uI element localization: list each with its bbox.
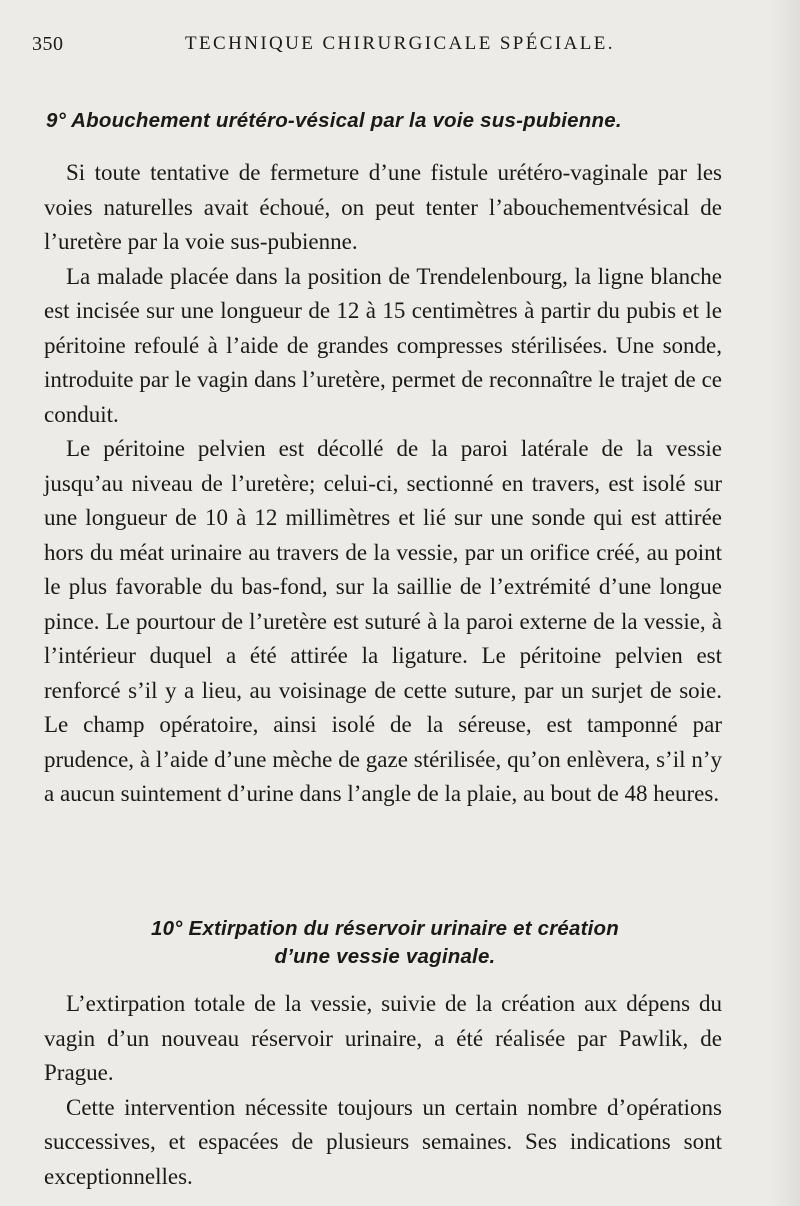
- heading-line: 10° Extirpation du réservoir urinaire et création: [150, 917, 619, 940]
- section-9-body: [44, 156, 722, 812]
- section-10-body: [44, 987, 722, 1194]
- paragraph: La malade placée dans la position de Trendelenbourg, la ligne blanche est incisée sur une longueur de 12 à 15 centimètres à partir du pubis et le péritoine refoulé à l’aide de grandes compresses stérilisées. Une sonde, introduite par le vagin dans l’uretère, permet de reconnaître le trajet de ce conduit.: [44, 263, 722, 427]
- section-heading-10: [0, 915, 770, 971]
- page-edge-shadow: [770, 0, 800, 1206]
- section-heading-9: 9° Abouchement urétéro-vésical par la voie sus-pubienne.: [46, 109, 622, 132]
- paragraph: Si toute tentative de fermeture d’une fistule urétéro-vaginale par les voies naturelles avait échoué, on peut tenter l’abouchementvésical de l’uretère par la voie sus-pubienne.: [44, 160, 722, 254]
- paragraph: L’extirpation totale de la vessie, suivie de la création aux dépens du vagin d’un nouveau réservoir urinaire, a été réalisée par Pawlik, de Prague.: [44, 991, 722, 1085]
- page-number: 350: [32, 33, 64, 55]
- running-title: TECHNIQUE CHIRURGICALE SPÉCIALE.: [185, 33, 615, 54]
- paragraph: Le péritoine pelvien est décollé de la paroi latérale de la vessie jusqu’au niveau de l’uretère; celui-ci, sectionné en travers, est isolé sur une longueur de 10 à 12 millimètres et lié sur une sonde qui est attirée hors du méat urinaire au travers de la vessie, par un orifice créé, au point le plus favorable du bas-fond, sur la saillie de l’extrémité d’une longue pince. Le pourtour de l’uretère est suturé à la paroi externe de la vessie, à l’intérieur duquel a été attirée la ligature. Le péritoine pelvien est renforcé s’il y a lieu, au voisinage de cette suture, par un surjet de soie. Le champ opératoire, ainsi isolé de la séreuse, est tamponné par prudence, à l’aide d’une mèche de gaze stérilisée, qu’on enlèvera, s’il n’y a aucun suintement d’urine dans l’angle de la plaie, au bout de 48 heures.: [44, 436, 722, 806]
- paragraph: Cette intervention nécessite toujours un certain nombre d’opérations successives, et espacées de plusieurs semaines. Ses indications sont exceptionnelles.: [44, 1094, 722, 1189]
- running-head: [0, 33, 800, 63]
- heading-line: d’une vessie vaginale.: [274, 945, 496, 968]
